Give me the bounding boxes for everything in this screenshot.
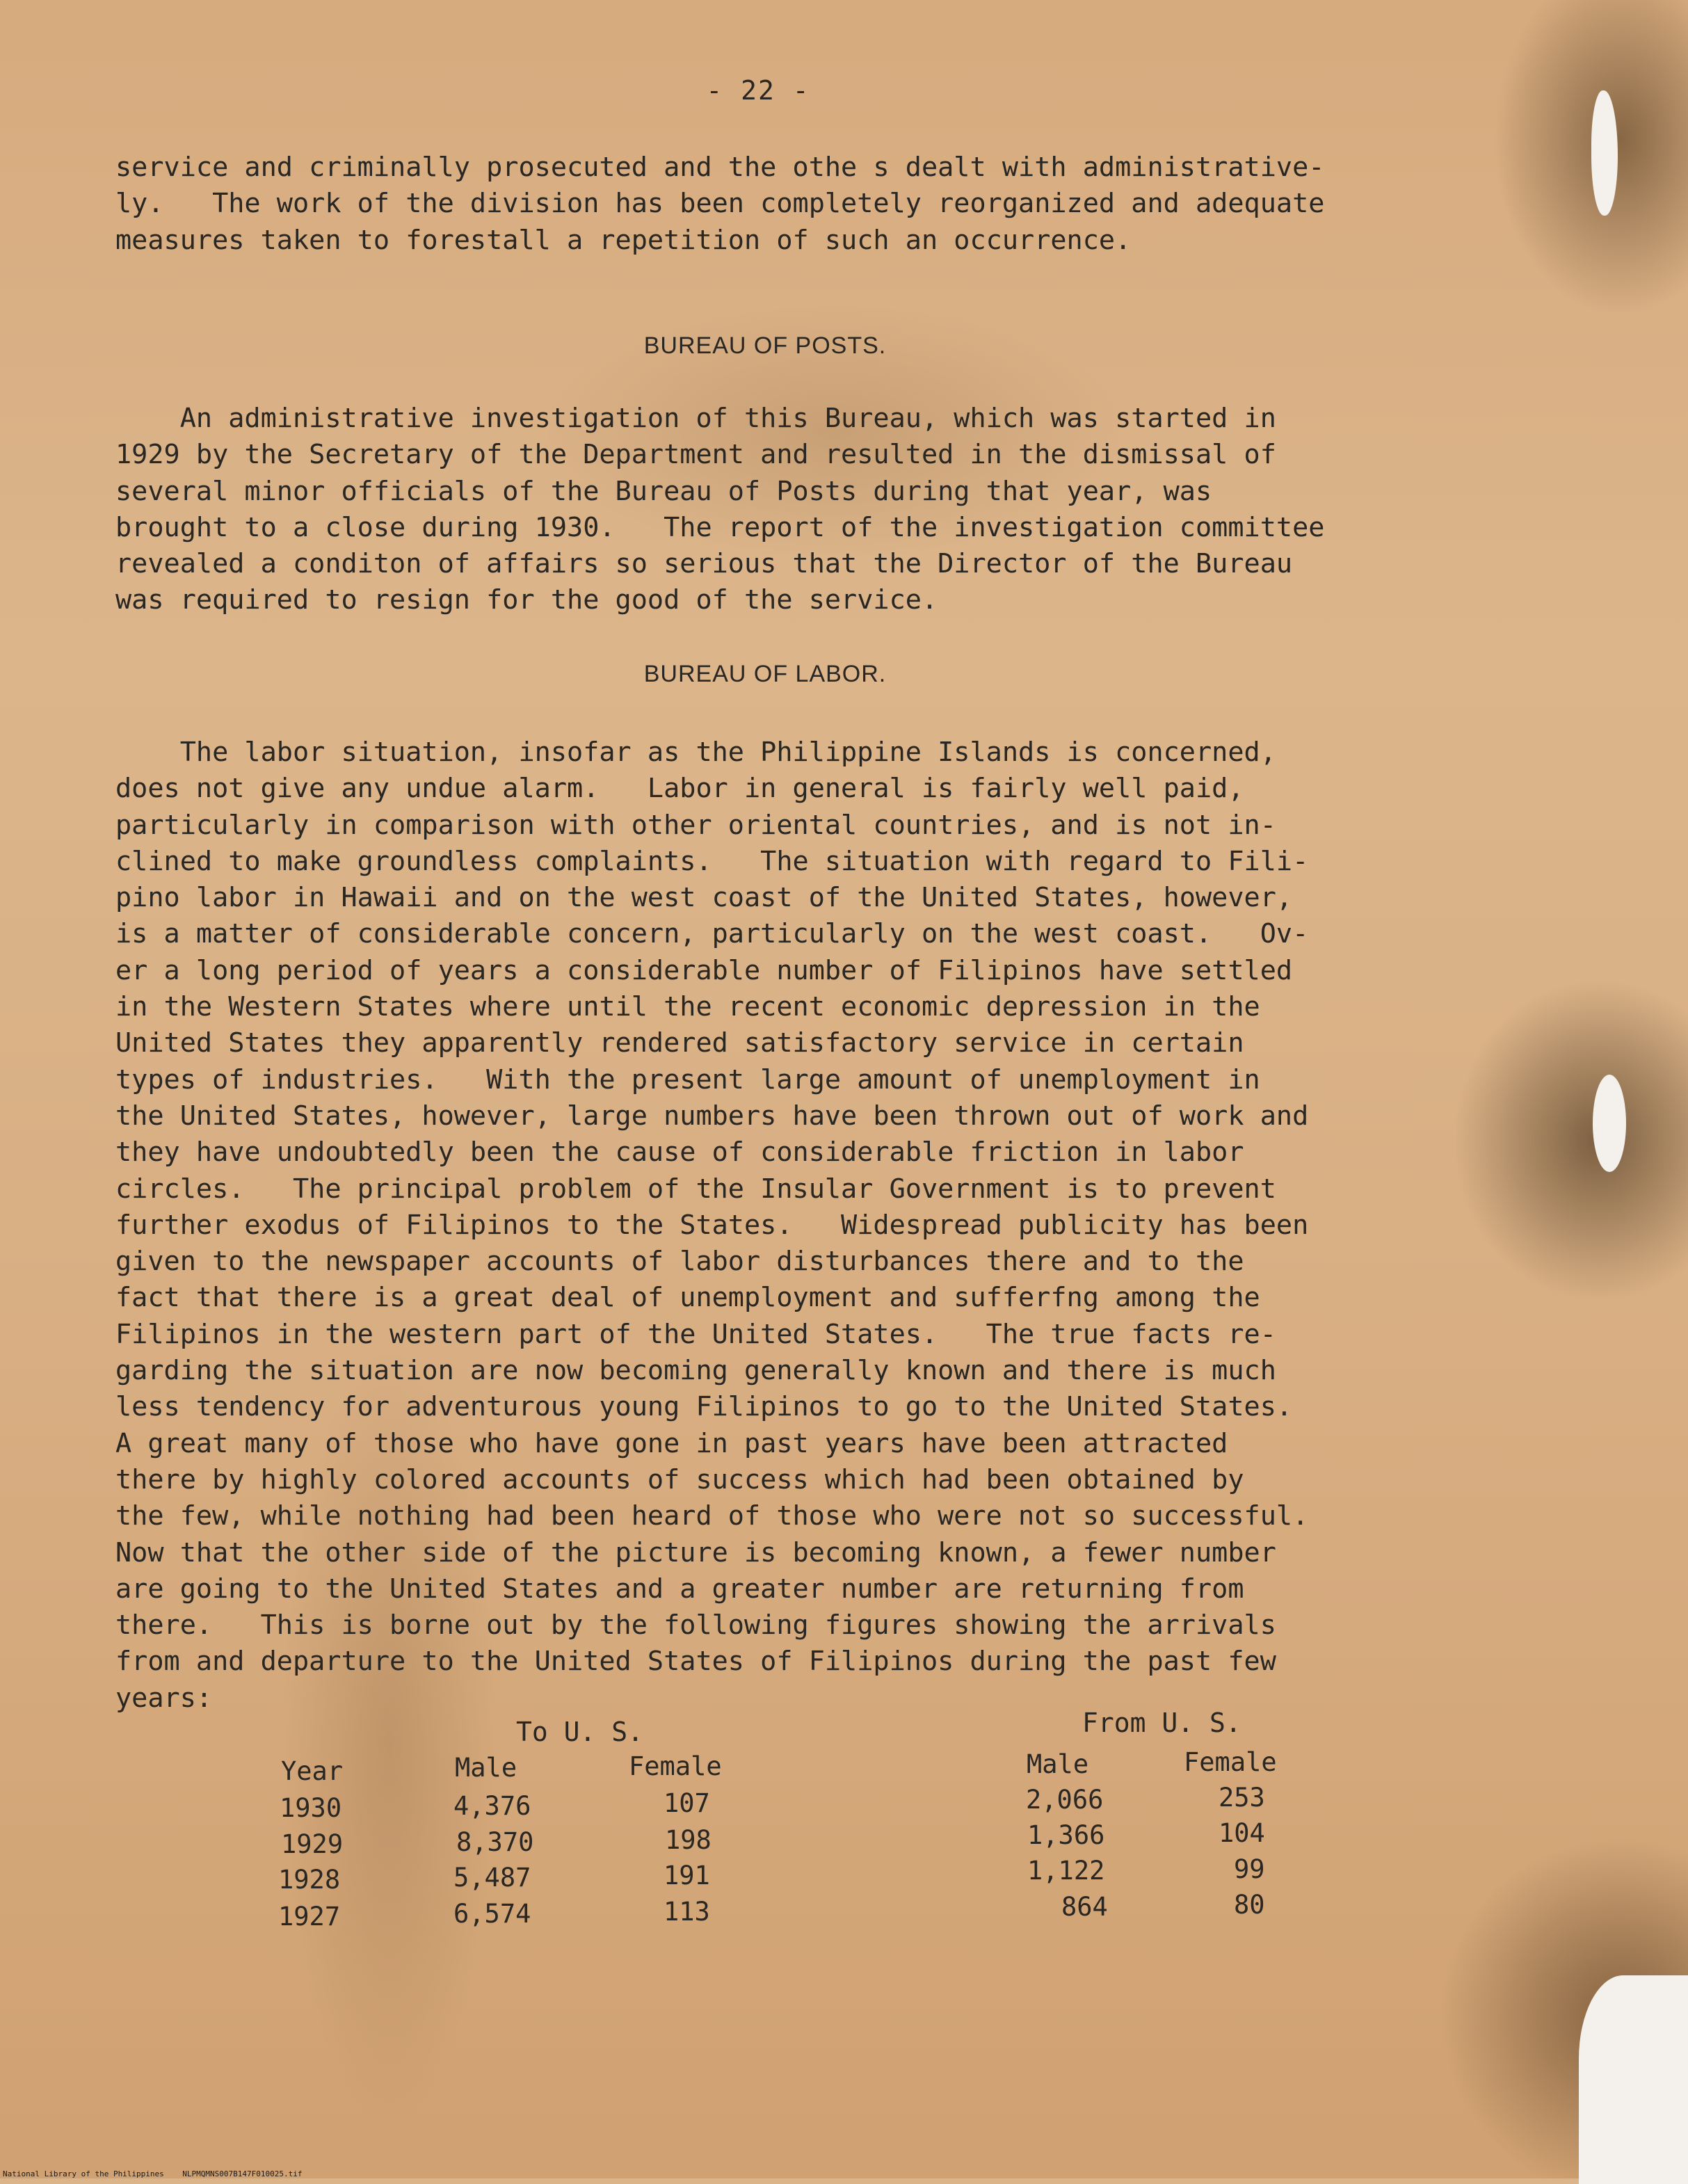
paragraph-division: service and criminally prosecuted and the othe s dealt with administrative- ly. The work of the division has been completely reorganized and adequate measures taken to forestall a repetition of such an occurrence. (115, 152, 1325, 256)
from-female-cell: 80 (1234, 1890, 1265, 1920)
from-male-header: Male (1027, 1749, 1089, 1779)
to-female-cell: 113 (664, 1897, 710, 1927)
from-female-header: Female (1184, 1747, 1277, 1777)
to-female-cell: 198 (665, 1825, 712, 1855)
to-female-cell: 107 (664, 1788, 710, 1818)
to-male-cell: 5,487 (453, 1863, 531, 1893)
to-male-header: Male (455, 1753, 517, 1783)
from-male-cell: 864 (1061, 1892, 1108, 1922)
torn-corner (1579, 1975, 1688, 2184)
to-male-cell: 6,574 (453, 1899, 531, 1929)
paper-hole (1591, 90, 1618, 216)
year-header: Year (281, 1756, 344, 1786)
archive-footer: National Library of the Philippines NLPMQMNS007B147F010025.tif (3, 2169, 303, 2178)
to-us-header: To U. S. (516, 1717, 644, 1747)
from-female-cell: 99 (1234, 1854, 1265, 1884)
paragraph-bureau-of-posts: An administrative investigation of this Bureau, which was started in 1929 by the Secretary of the Department and resulted in the dismissal of several minor officials of the Bureau of Posts during that year, was brought to a close during 1930. The report of the investigation committee revealed a conditon of affairs so serious that the Director of the Bureau was required to resign for the good of the service. (115, 403, 1325, 616)
heading-bureau-of-labor: BUREAU OF LABOR. (643, 661, 887, 687)
to-female-header: Female (629, 1751, 722, 1781)
from-male-cell: 2,066 (1026, 1785, 1104, 1815)
paragraph-bureau-of-labor: The labor situation, insofar as the Philippine Islands is concerned, does not give any undue alarm. Labor in general is fairly well paid, particularly in comparison with other oriental countries, and is not in- clined to make groundless complaints. The situation with regard to Fili- pino labor in Hawaii and on the west coast of the United States, however, is a matter of considerable concern, particularly on the west coast. Ov- er a long period of years a considerable number of Filipinos have settled in the Western States where until the recent economic depression in the United States they apparently rendered satisfactory service in certain types of industries. With the present large amount of unemployment in the United States, however, large numbers have been thrown out of work and they have undoubtedly been the cause of considerable friction in labor circles. The principal problem of the Insular Government is to prevent further exodus of Filipinos to the States. Widespread publicity has been given to the newspaper accounts of labor disturbances there and to the fact that there is a great deal of unemployment and sufferfng among the Filipinos in the western part of the United States. The true facts re- garding the situation are now becoming generally known and there is much less tendency for adventurous young Filipinos to go to the United States. A great many of those who have gone in past years have been attracted there by highly colored accounts of success which had been obtained by the few, while nothing had been heard of those who were not so successful. Now that the other side of the picture is becoming known, a fewer number are going to the United States and a greater number are returning from there. This is borne out by the following figures showing the arrivals from and departure to the United States of Filipinos during the past few years: (115, 737, 1309, 1714)
page-number: - 22 - (706, 75, 810, 106)
year-cell: 1927 (278, 1902, 341, 1932)
to-male-cell: 8,370 (456, 1827, 534, 1857)
year-cell: 1930 (280, 1793, 342, 1823)
year-cell: 1929 (281, 1829, 344, 1859)
paper-hole (1593, 1075, 1626, 1172)
to-female-cell: 191 (664, 1861, 710, 1890)
from-us-header: From U. S. (1082, 1708, 1241, 1738)
from-male-cell: 1,122 (1027, 1856, 1105, 1886)
from-male-cell: 1,366 (1027, 1820, 1105, 1850)
from-female-cell: 104 (1219, 1818, 1265, 1848)
year-cell: 1928 (278, 1865, 341, 1895)
to-male-cell: 4,376 (453, 1791, 531, 1821)
from-female-cell: 253 (1219, 1783, 1265, 1813)
heading-bureau-of-posts: BUREAU OF POSTS. (643, 332, 887, 359)
